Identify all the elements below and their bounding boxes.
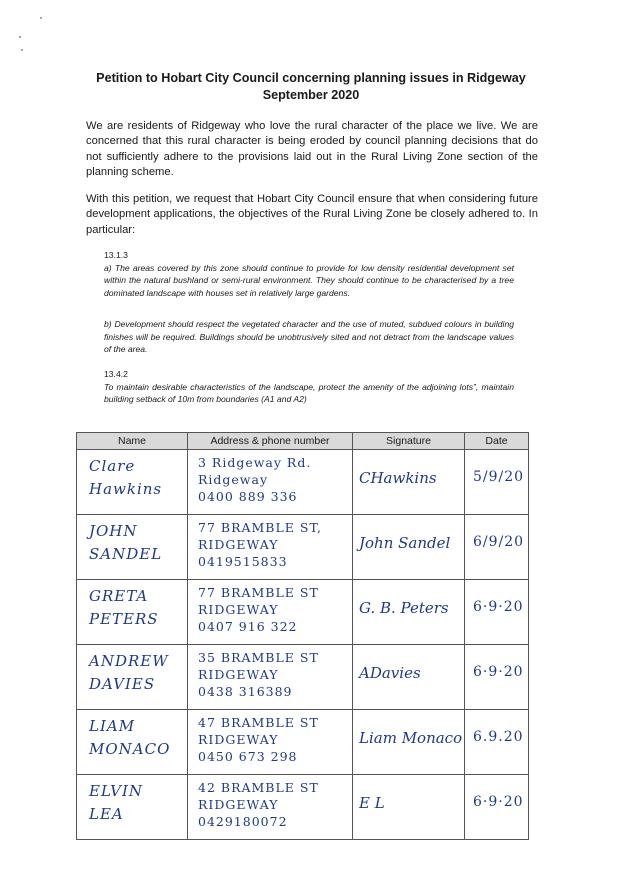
header-name: Name [77, 433, 188, 450]
scan-speck [19, 36, 21, 38]
signer-name: JOHN SANDEL [89, 522, 163, 563]
address-cell [188, 515, 353, 580]
date-cell [465, 710, 529, 775]
header-address: Address & phone number [188, 433, 353, 450]
date-cell [465, 580, 529, 645]
signer-signature: G. B. Peters [359, 599, 449, 617]
signer-name: LIAM MONACO [89, 717, 171, 758]
date-cell [465, 645, 529, 710]
signer-address: 42 BRAMBLE ST RIDGEWAY 0429180072 [198, 780, 319, 829]
clause-13-1-3-b [104, 318, 514, 356]
signature-table [76, 432, 529, 840]
clause-13-4-2 [104, 368, 514, 406]
signer-signature: ADavies [359, 664, 421, 682]
request-paragraph: With this petition, we request that Hobart City Council ensure that when considering future development applications, the objectives of the Rural Living Zone be closely adhered to. In particular: [86, 193, 538, 236]
name-cell [77, 645, 188, 710]
signer-address: 35 BRAMBLE ST RIDGEWAY 0438 316389 [198, 650, 319, 699]
table-row [77, 515, 529, 580]
table-row [77, 450, 529, 515]
signature-cell [353, 645, 465, 710]
name-cell [77, 775, 188, 840]
signer-signature: Liam Monaco [359, 729, 463, 747]
signer-name: GRETA PETERS [89, 587, 159, 628]
signed-date: 5/9/20 [473, 469, 525, 485]
signer-address: 77 BRAMBLE ST, RIDGEWAY 0419515833 [198, 520, 322, 569]
name-cell [77, 515, 188, 580]
title-line-2: September 2020 [262, 88, 360, 102]
table-row [77, 645, 529, 710]
name-cell [77, 580, 188, 645]
scan-speck [40, 17, 42, 19]
table-header-row [77, 433, 529, 450]
signer-address: 3 Ridgeway Rd. Ridgeway 0400 889 336 [198, 455, 312, 504]
header-signature: Signature [353, 433, 465, 450]
name-cell [77, 710, 188, 775]
signed-date: 6·9·20 [473, 794, 524, 810]
date-cell [465, 775, 529, 840]
signature-cell [353, 710, 465, 775]
clause-number: 13.1.3 [104, 250, 128, 260]
signer-name: ELVIN LEA [89, 782, 144, 823]
address-cell [188, 645, 353, 710]
signer-address: 77 BRAMBLE ST RIDGEWAY 0407 916 322 [198, 585, 319, 634]
clause-text: a) The areas covered by this zone should continue to provide for low density residential development set within the natural bushland or semi-rural environment. They should continue to be characterised by a tree dominated landscape with houses set in relatively large gardens. [104, 262, 514, 298]
table-row [77, 710, 529, 775]
clause-13-1-3-a [104, 249, 514, 299]
table-row [77, 580, 529, 645]
clause-number: 13.4.2 [104, 369, 128, 379]
signature-cell [353, 450, 465, 515]
signature-cell [353, 580, 465, 645]
title-line-1: Petition to Hobart City Council concerning planning issues in Ridgeway [96, 71, 526, 85]
date-cell [465, 450, 529, 515]
signature-cell [353, 515, 465, 580]
clause-text: To maintain desirable characteristics of the landscape, protect the amenity of the adjoining lots”, maintain building setback of 10m from boundaries (A1 and A2) [104, 381, 514, 405]
intro-paragraph: We are residents of Ridgeway who love the rural character of the place we live. We are concerned that this rural character is being eroded by council planning decisions that do not sufficiently adhere to the provisions laid out in the Rural Living Zone section of the planning scheme. [86, 120, 538, 179]
name-cell [77, 450, 188, 515]
table-row [77, 775, 529, 840]
signer-signature: E L [359, 794, 385, 812]
signer-address: 47 BRAMBLE ST RIDGEWAY 0450 673 298 [198, 715, 319, 764]
header-date: Date [465, 433, 529, 450]
signed-date: 6/9/20 [473, 534, 525, 550]
signed-date: 6·9·20 [473, 599, 524, 615]
address-cell [188, 775, 353, 840]
scan-speck [21, 49, 23, 51]
signer-signature: John Sandel [359, 534, 451, 552]
signer-name: Clare Hawkins [89, 457, 163, 498]
signed-date: 6.9.20 [473, 729, 524, 745]
address-cell [188, 580, 353, 645]
signer-signature: CHawkins [359, 469, 437, 487]
signer-name: ANDREW DAVIES [89, 652, 169, 693]
page-title [40, 70, 582, 104]
signed-date: 6·9·20 [473, 664, 524, 680]
address-cell [188, 450, 353, 515]
address-cell [188, 710, 353, 775]
date-cell [465, 515, 529, 580]
clause-text: b) Development should respect the vegetated character and the use of muted, subdued colours in building finishes will be required. Buildings should be unobtrusively sited and not detract from the landscape values of the area. [104, 319, 514, 355]
signature-cell [353, 775, 465, 840]
